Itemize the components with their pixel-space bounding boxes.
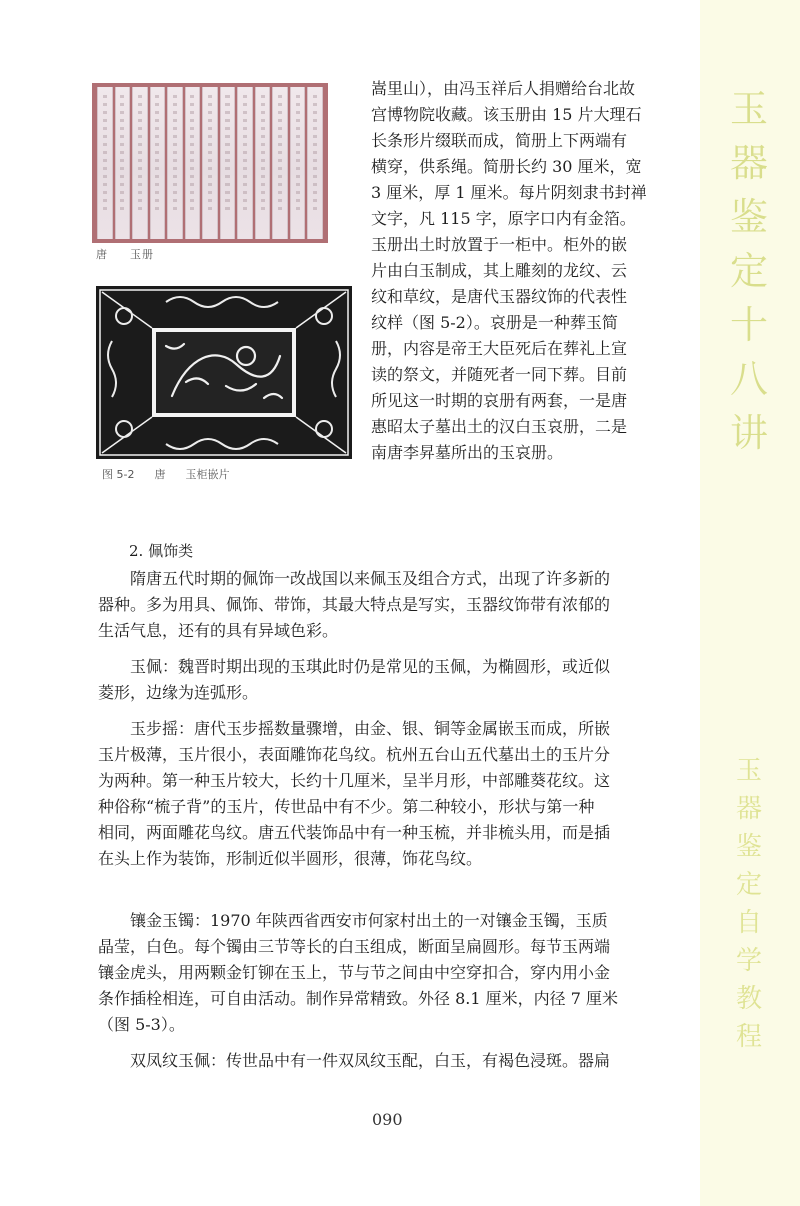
book-series-subtitle	[724, 752, 774, 1056]
subtitle-char: 教	[735, 984, 762, 1014]
jade-slip	[202, 87, 218, 239]
text-line: 种俗称“梳子背”的玉片，传世品中有不少。第二种较小，形状与第一种	[98, 797, 595, 816]
text-line: 所见这一时期的哀册有两套，一是唐	[371, 391, 628, 410]
subtitle-char: 器	[735, 794, 762, 824]
paragraph-yubuyao	[98, 716, 680, 872]
paragraph-intro	[98, 566, 680, 644]
text-line: 嵩里山），由冯玉祥后人捐赠给台北故	[371, 79, 636, 98]
text-line: 菱形，边缘为连弧形。	[98, 683, 259, 702]
figure2-caption	[102, 466, 229, 482]
text-line: 晶莹，白色。每个镯由三节等长的白玉组成，断面呈扁圆形。每节玉两端	[98, 937, 611, 956]
jade-book-photo	[92, 83, 328, 243]
text-line: 宫博物院收藏。该玉册由 15 片大理石	[371, 105, 642, 124]
book-series-title	[718, 82, 780, 460]
subtitle-char: 学	[735, 946, 762, 976]
caption-name: 玉柜嵌片	[185, 468, 230, 481]
title-char: 十	[729, 303, 768, 347]
title-char: 讲	[729, 411, 768, 455]
section-heading: 2. 佩饰类	[129, 542, 194, 560]
text-line: 文字，凡 115 字，原字口内有金箔。	[371, 209, 636, 228]
text-line: 在头上作为装饰，形制近似半圆形，很薄，饰花鸟纹。	[98, 849, 483, 868]
text-line: 玉佩：魏晋时期出现的玉琪此时仍是常见的玉佩，为椭圆形，或近似	[98, 657, 611, 676]
title-char: 玉	[729, 87, 768, 131]
subtitle-char: 定	[735, 870, 762, 900]
subtitle-char: 鉴	[735, 832, 762, 862]
paragraph-xiangjin-yuzhuo	[98, 908, 680, 1038]
title-char: 八	[729, 357, 768, 401]
text-line: 条作插栓相连，可自由活动。制作异常精致。外径 8.1 厘米，内径 7 厘米	[98, 989, 618, 1008]
subtitle-char: 玉	[735, 756, 762, 786]
right-column-text	[371, 76, 683, 466]
text-line: 惠昭太子墓出土的汉白玉哀册，二是	[371, 417, 628, 436]
jade-slip	[220, 87, 236, 239]
text-line: 片由白玉制成，其上雕刻的龙纹、云	[371, 261, 628, 280]
subtitle-char: 自	[735, 908, 762, 938]
jade-slip	[150, 87, 166, 239]
jade-slip	[307, 87, 323, 239]
jade-cabinet-panel-rubbing	[96, 286, 352, 459]
text-line: 隋唐五代时期的佩饰一改战国以来佩玉及组合方式，出现了许多新的	[98, 569, 611, 588]
text-line: 横穿，供系绳。简册长约 30 厘米，宽	[371, 157, 642, 176]
text-line: 纹样（图 5-2）。哀册是一种葬玉简	[371, 313, 618, 332]
jade-slip	[115, 87, 131, 239]
jade-slip	[97, 87, 113, 239]
jade-slip	[185, 87, 201, 239]
text-line: 玉片极薄，玉片很小，表面雕饰花鸟纹。杭州五台山五代墓出土的玉片分	[98, 745, 611, 764]
text-line: 为两种。第一种玉片较大，长约十几厘米，呈半月形，中部雕葵花纹。这	[98, 771, 611, 790]
page-number: 090	[372, 1110, 403, 1129]
title-char: 器	[729, 141, 768, 185]
caption-name: 玉册	[130, 248, 154, 261]
paragraph-shuangfeng-yupei	[98, 1048, 680, 1074]
caption-number: 图 5-2	[102, 468, 135, 481]
title-char: 鉴	[729, 195, 768, 239]
text-line: 册，内容是帝王大臣死后在葬礼上宣	[371, 339, 628, 358]
text-line: 南唐李昇墓所出的玉哀册。	[371, 443, 564, 462]
jade-slip	[272, 87, 288, 239]
text-line: 双凤纹玉佩：传世品中有一件双凤纹玉配，白玉，有褐色浸斑。器扁	[98, 1051, 611, 1070]
jade-slip	[132, 87, 148, 239]
text-line: 生活气息，还有的具有异域色彩。	[98, 621, 339, 640]
jade-slip	[290, 87, 306, 239]
text-line: 镶金虎头，用两颗金钉铆在玉上，节与节之间由中空穿扣合，穿内用小金	[98, 963, 611, 982]
text-line: 玉步摇：唐代玉步摇数量骤增，由金、银、铜等金属嵌玉而成，所嵌	[98, 719, 611, 738]
text-line: （图 5-3）。	[98, 1015, 185, 1034]
paragraph-yupei	[98, 654, 680, 706]
text-line: 器种。多为用具、佩饰、带饰，其最大特点是写实，玉器纹饰带有浓郁的	[98, 595, 611, 614]
text-line: 纹和草纹，是唐代玉器纹饰的代表性	[371, 287, 628, 306]
title-char: 定	[729, 249, 768, 293]
jade-slip	[255, 87, 271, 239]
subtitle-char: 程	[735, 1022, 762, 1052]
jade-slip	[237, 87, 253, 239]
text-line: 玉册出土时放置于一柜中。柜外的嵌	[371, 235, 628, 254]
jade-slip	[167, 87, 183, 239]
figure1-caption	[96, 246, 154, 262]
text-line: 镶金玉镯：1970 年陕西省西安市何家村出土的一对镶金玉镯，玉质	[98, 911, 608, 930]
text-line: 读的祭文，并随死者一同下葬。目前	[371, 365, 628, 384]
caption-dynasty: 唐	[154, 468, 166, 481]
caption-dynasty: 唐	[96, 248, 108, 261]
text-line: 相同，两面雕花鸟纹。唐五代装饰品中有一种玉梳，并非梳头用，而是插	[98, 823, 611, 842]
text-line: 3 厘米，厚 1 厘米。每片阴刻隶书封禅	[371, 183, 647, 202]
text-line: 长条形片缀联而成，简册上下两端有	[371, 131, 628, 150]
